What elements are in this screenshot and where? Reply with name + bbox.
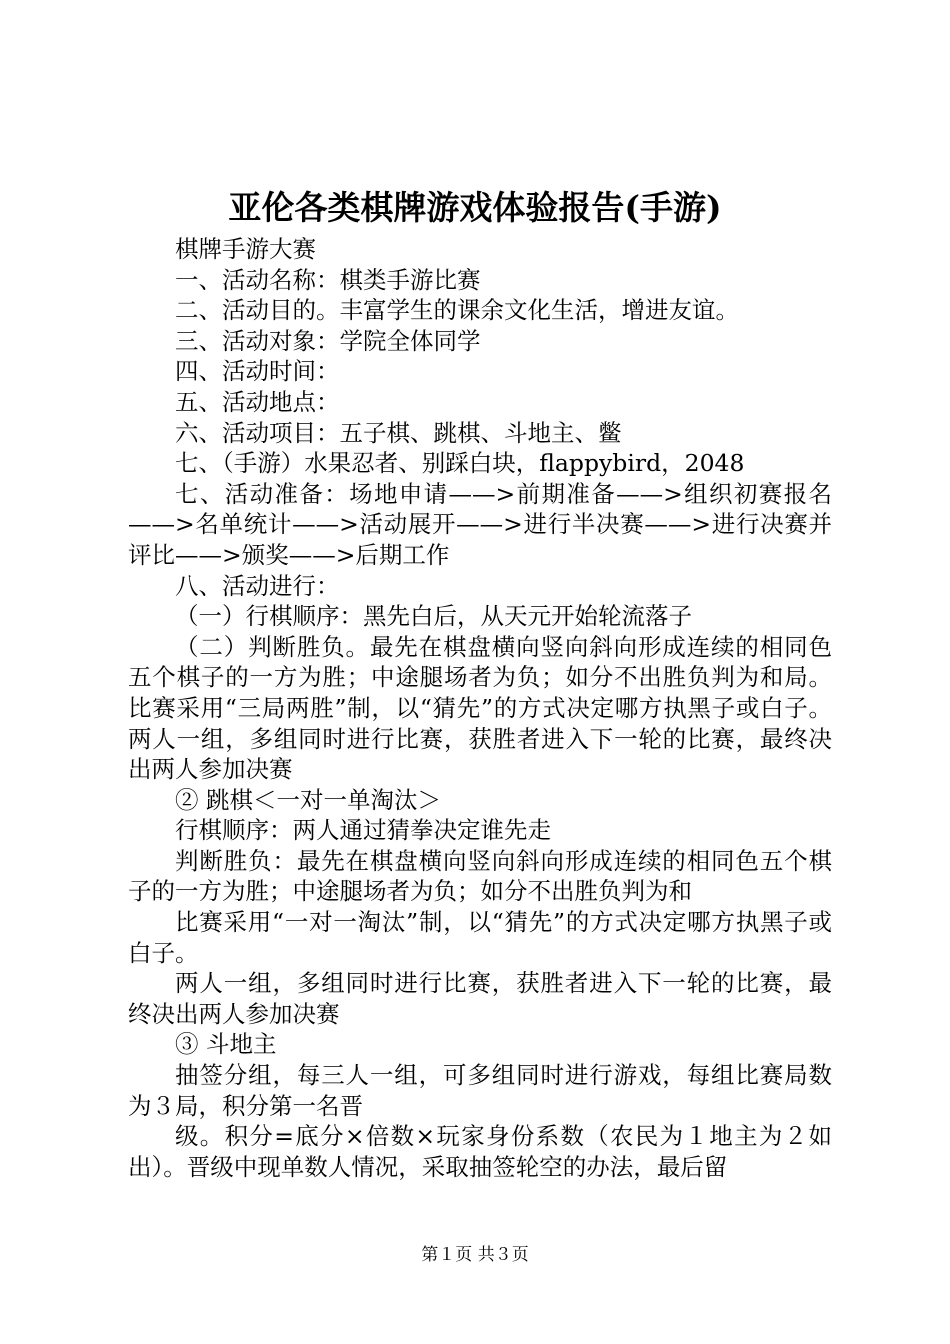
paragraph: 二、活动目的。丰富学生的课余文化生活，增进友谊。 — [175, 296, 739, 325]
document-title: 亚伦各类棋牌游戏体验报告(手游) — [228, 188, 722, 227]
paragraph: 判断胜负：最先在棋盘横向竖向斜向形成连续的相同色五个棋子的一方为胜；中途腿场者为负；如分不出胜负判为和 — [128, 846, 832, 906]
paragraph: 八、活动进行： — [175, 571, 340, 600]
paragraph: 七、活动准备：场地申请——>前期准备——>组织初赛报名——>名单统计——>活动展开——>进行半决赛——>进行决赛并评比——>颁奖——>后期工作 — [128, 479, 832, 569]
document-body — [128, 234, 832, 1182]
paragraph: （一）行棋顺序：黑先白后，从天元开始轮流落子 — [175, 602, 692, 631]
paragraph: 级。积分=底分×倍数×玩家身份系数（农民为１地主为２如出）。晋级中现单数人情况，采取抽签轮空的办法，最后留 — [128, 1122, 832, 1181]
paragraph: 一、活动名称：棋类手游比赛 — [175, 265, 481, 294]
paragraph: 七、（手游）水果忍者、别踩白块，flappybird，2048 — [175, 449, 745, 478]
paragraph: 棋牌手游大赛 — [175, 235, 316, 263]
paragraph: 三、活动对象：学院全体同学 — [175, 326, 481, 355]
paragraph: ③ 斗地主 — [175, 1030, 277, 1059]
paragraph: 行棋顺序：两人通过猜拳决定谁先走 — [175, 816, 551, 845]
paragraph: 抽签分组，每三人一组，可多组同时进行游戏，每组比赛局数为３局，积分第一名晋 — [128, 1061, 832, 1120]
paragraph: 比赛采用“一对一淘汰”制，以“猜先”的方式决定哪方执黑子或白子。 — [128, 908, 832, 967]
paragraph: 六、活动项目：五子棋、跳棋、斗地主、鳖 — [175, 418, 622, 447]
page-footer: 第１页 共３页 — [421, 1245, 529, 1265]
paragraph: ② 跳棋＜一对一单淘汰＞ — [175, 785, 441, 814]
paragraph: （二）判断胜负。最先在棋盘横向竖向斜向形成连续的相同色五个棋子的一方为胜；中途腿场者为负；如分不出胜负判为和局。比赛采用“三局两胜”制，以“猜先”的方式决定哪方执黑子或白子。两人一组，多组同时进行比赛，获胜者进入下一轮的比赛，最终决出两人参加决赛 — [128, 632, 832, 784]
paragraph: 两人一组，多组同时进行比赛，获胜者进入下一轮的比赛，最终决出两人参加决赛 — [128, 969, 832, 1028]
paragraph: 四、活动时间： — [175, 357, 340, 386]
paragraph: 五、活动地点： — [175, 387, 340, 416]
